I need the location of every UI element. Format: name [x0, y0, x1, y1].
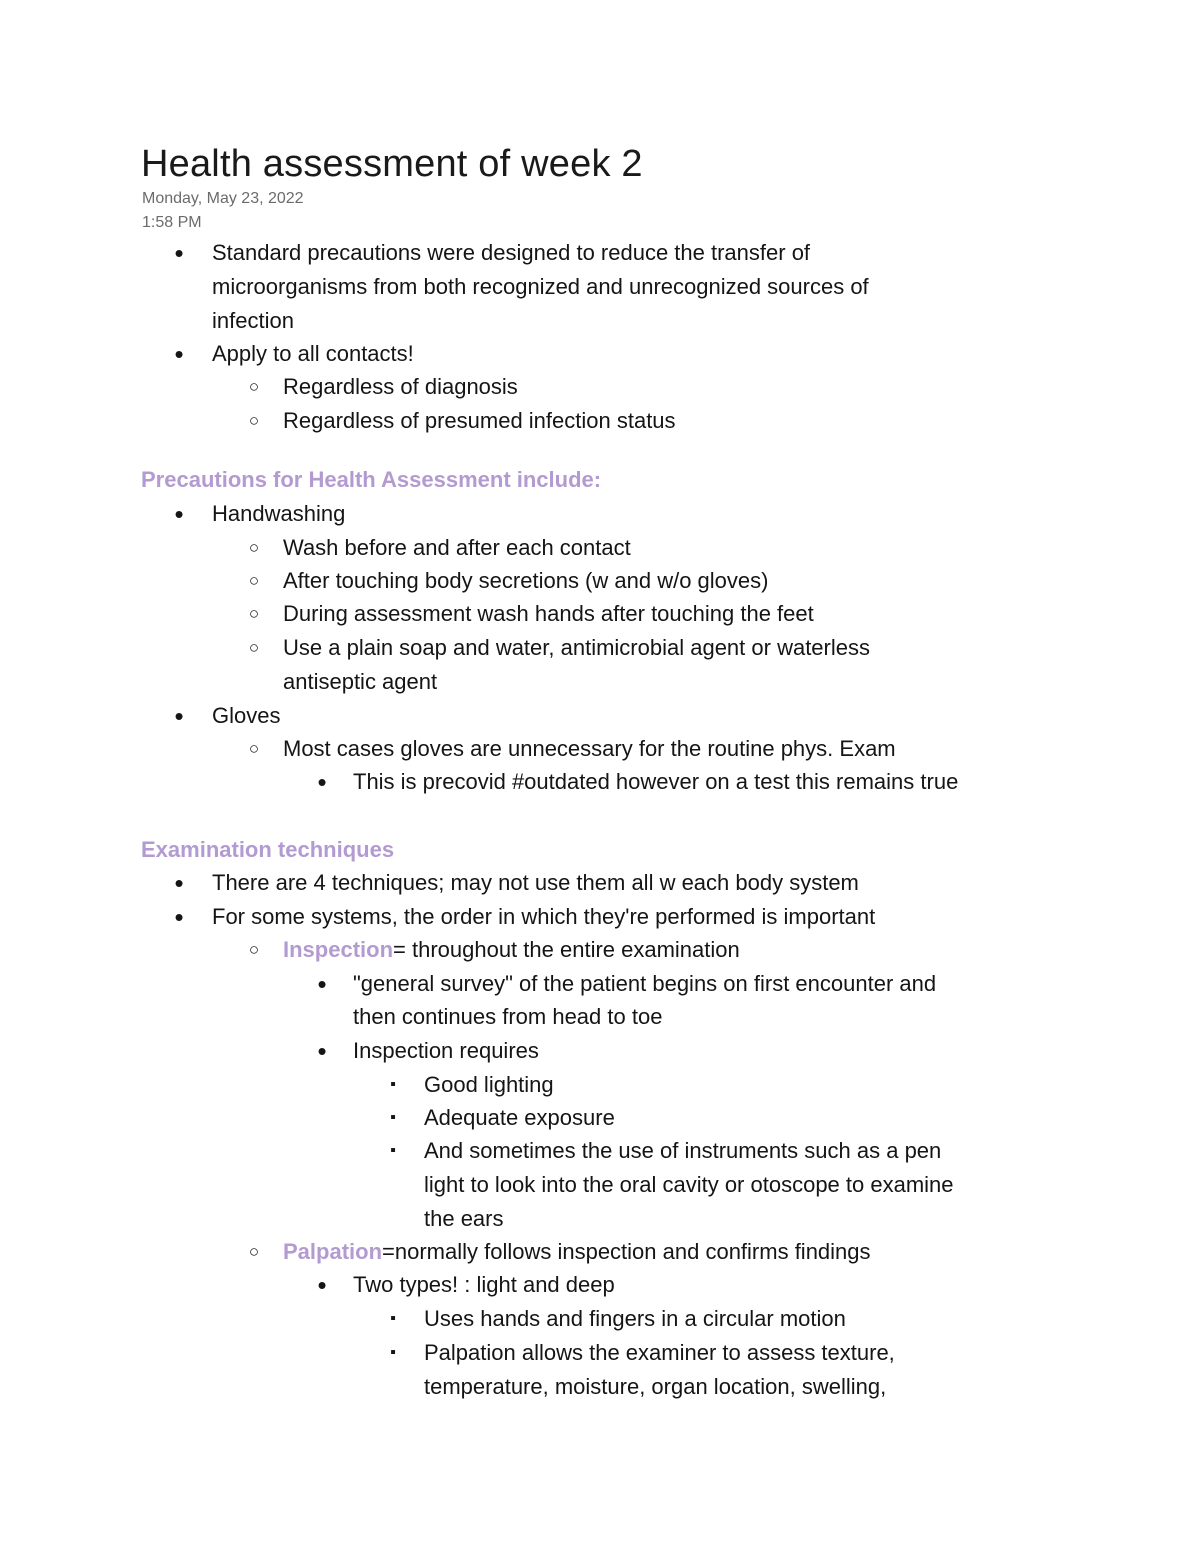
bullet-disc-icon: • [174, 339, 184, 369]
palpation-definition: =normally follows inspection and confirms findings [382, 1239, 871, 1264]
list-item-text: Gloves [212, 703, 281, 728]
list-item-text: Adequate exposure [424, 1105, 615, 1130]
bullet-circle-icon: ○ [248, 377, 260, 396]
bullet-disc-icon: • [174, 238, 184, 268]
note-time: 1:58 PM [142, 214, 202, 231]
bullet-disc-icon: • [174, 902, 184, 932]
list-item-text: Apply to all contacts! [212, 341, 414, 366]
bullet-disc-icon: • [174, 499, 184, 529]
bullet-disc-icon: • [174, 868, 184, 898]
page-title: Health assessment of week 2 [141, 143, 643, 185]
list-item-text: "general survey" of the patient begins on first encounter and [353, 971, 937, 996]
bullet-square-icon: ▪ [390, 1344, 396, 1361]
bullet-circle-icon: ○ [248, 940, 260, 959]
bullet-square-icon: ▪ [390, 1310, 396, 1327]
bullet-circle-icon: ○ [248, 638, 260, 657]
list-item-text: Inspection requires [353, 1038, 539, 1063]
list-item-text: the ears [424, 1206, 504, 1231]
list-item-text: Handwashing [212, 501, 346, 526]
section-heading-examination: Examination techniques [141, 837, 395, 862]
bullet-disc-icon: • [317, 969, 327, 999]
list-item-text: After touching body secretions (w and w/o gloves) [283, 568, 769, 593]
note-date: Monday, May 23, 2022 [142, 190, 304, 207]
list-item-text: Use a plain soap and water, antimicrobial agent or waterless [283, 635, 870, 660]
inspection-definition: = throughout the entire examination [393, 937, 740, 962]
list-item-text: Wash before and after each contact [283, 535, 631, 560]
list-item-text: antiseptic agent [283, 669, 438, 694]
bullet-square-icon: ▪ [390, 1076, 396, 1093]
bullet-circle-icon: ○ [248, 571, 260, 590]
list-item-text: This is precovid #outdated however on a test this remains true [353, 769, 959, 794]
section-heading-precautions: Precautions for Health Assessment include: [141, 467, 602, 492]
list-item-text: temperature, moisture, organ location, swelling, [424, 1374, 887, 1399]
list-item-text: For some systems, the order in which they're performed is important [212, 904, 876, 929]
list-item-text: Regardless of presumed infection status [283, 408, 676, 433]
list-item-text: light to look into the oral cavity or otoscope to examine [424, 1172, 954, 1197]
list-item-text: And sometimes the use of instruments such as a pen [424, 1138, 942, 1163]
bullet-disc-icon: • [317, 1036, 327, 1066]
list-item-text: Palpation allows the examiner to assess texture, [424, 1340, 895, 1365]
bullet-circle-icon: ○ [248, 538, 260, 557]
bullet-circle-icon: ○ [248, 739, 260, 758]
bullet-square-icon: ▪ [390, 1109, 396, 1126]
list-item-text: Two types! : light and deep [353, 1272, 615, 1297]
list-item-text: infection [212, 308, 294, 333]
bullet-circle-icon: ○ [248, 411, 260, 430]
list-item-text: Good lighting [424, 1072, 554, 1097]
list-item-text: There are 4 techniques; may not use them all w each body system [212, 870, 859, 895]
list-item-text: Standard precautions were designed to reduce the transfer of [212, 240, 811, 265]
list-item-text: Most cases gloves are unnecessary for the routine phys. Exam [283, 736, 896, 761]
bullet-disc-icon: • [317, 1270, 327, 1300]
bullet-disc-icon: • [317, 767, 327, 797]
list-item-text: Uses hands and fingers in a circular motion [424, 1306, 846, 1331]
list-item-text: microorganisms from both recognized and unrecognized sources of [212, 274, 869, 299]
list-item-text: During assessment wash hands after touching the feet [283, 601, 814, 626]
list-item-inspection [283, 933, 740, 967]
list-item-text: then continues from head to toe [353, 1004, 663, 1029]
bullet-square-icon: ▪ [390, 1142, 396, 1159]
list-item-text: Regardless of diagnosis [283, 374, 518, 399]
bullet-disc-icon: • [174, 701, 184, 731]
term-palpation: Palpation [283, 1239, 383, 1264]
bullet-circle-icon: ○ [248, 1242, 260, 1261]
bullet-circle-icon: ○ [248, 604, 260, 623]
list-item-palpation [283, 1235, 871, 1269]
term-inspection: Inspection [283, 937, 394, 962]
